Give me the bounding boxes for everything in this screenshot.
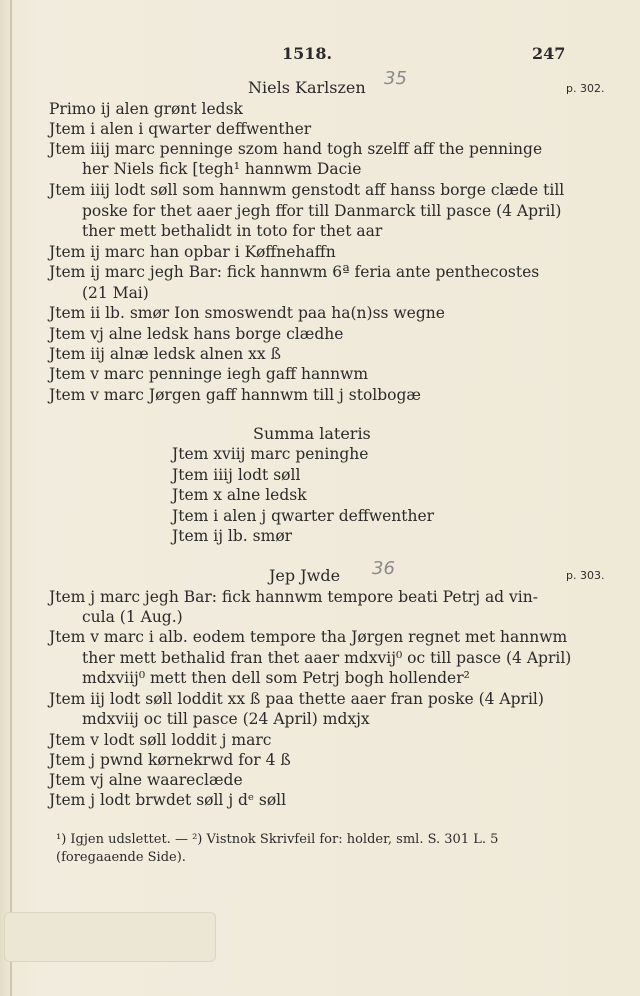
- entry-line: Jtem ij marc jegh Bar: fick hannwm 6ª feria ante penthecostes: [49, 263, 540, 281]
- binding-edge: [10, 0, 12, 996]
- summa-line: Jtem xviij marc peninghe: [172, 445, 369, 463]
- summa-line: Jtem ij lb. smør: [172, 527, 293, 545]
- page-number: 247: [532, 44, 566, 63]
- entry-line: Jtem v marc Jørgen gaff hannwm till j stolbogæ: [49, 386, 421, 404]
- entry-line: Jtem vj alne waareclæde: [49, 771, 243, 789]
- paper-stain: [4, 912, 216, 962]
- footnote-line: (foregaaende Side).: [56, 850, 186, 865]
- entry-line: Jtem j pwnd kørnekrwd for 4 ß: [49, 751, 291, 769]
- summa-line: Jtem x alne ledsk: [172, 486, 307, 504]
- summa-heading: Summa lateris: [253, 424, 371, 443]
- entry-line: Jtem iiij marc penninge szom hand togh szelff aff the penninge: [49, 140, 543, 158]
- footnote-line: ¹) Igjen udslettet. — ²) Vistnok Skrivfeil for: holder, sml. S. 301 L. 5: [56, 832, 499, 847]
- entry-line: cula (1 Aug.): [82, 608, 183, 626]
- entry-line: poske for thet aaer jegh ffor till Danmarck till pasce (4 April): [82, 202, 562, 220]
- entry-line: Jtem iiij lodt søll som hannwm genstodt aff hanss borge clæde till: [49, 181, 565, 199]
- entry-line: mdxviij oc till pasce (24 April) mdxjx: [82, 710, 370, 728]
- page-reference-303: p. 303.: [566, 569, 605, 582]
- pencil-annotation-36: 36: [372, 558, 395, 579]
- entry-line: mdxviij⁰ mett then dell som Petrj bogh hollender²: [82, 669, 470, 687]
- entry-line: Jtem vj alne ledsk hans borge clædhe: [49, 325, 344, 343]
- section-heading-jep-jwde: Jep Jwde: [269, 566, 341, 585]
- entry-line: her Niels fick [tegh¹ hannwm Dacie: [82, 160, 362, 178]
- running-header: [0, 44, 640, 66]
- entry-line: ther mett bethalidt in toto for thet aar: [82, 222, 383, 240]
- entry-line: ther mett bethalid fran thet aaer mdxvij⁰ oc till pasce (4 April): [82, 649, 572, 667]
- entry-line: (21 Mai): [82, 284, 149, 302]
- entry-line: Jtem ij marc han opbar i Køffnehaffn: [49, 243, 336, 261]
- entry-line: Jtem j marc jegh Bar: fick hannwm tempore beati Petrj ad vin-: [49, 588, 538, 606]
- pencil-annotation-35: 35: [384, 68, 407, 89]
- header-year: 1518.: [282, 44, 333, 63]
- entry-line: Jtem j lodt brwdet søll j dᵉ søll: [49, 791, 287, 809]
- summa-line: Jtem iiij lodt søll: [172, 466, 301, 484]
- entry-line: Jtem v marc i alb. eodem tempore tha Jørgen regnet met hannwm: [49, 628, 568, 646]
- entry-line: Jtem v lodt søll loddit j marc: [49, 731, 272, 749]
- section-heading-niels-karlszen: Niels Karlszen: [248, 78, 366, 97]
- entry-line: Jtem iij lodt søll loddit xx ß paa thette aaer fran poske (4 April): [49, 690, 544, 708]
- page-reference-302: p. 302.: [566, 82, 605, 95]
- entry-line: Jtem ii lb. smør Ion smoswendt paa ha(n)ss wegne: [49, 304, 445, 322]
- summa-line: Jtem i alen j qwarter deffwenther: [172, 507, 435, 525]
- entry-line: Primo ij alen grønt ledsk: [49, 100, 243, 118]
- entry-line: Jtem i alen i qwarter deffwenther: [49, 120, 312, 138]
- entry-line: Jtem v marc penninge iegh gaff hannwm: [49, 365, 369, 383]
- entry-line: Jtem iij alnæ ledsk alnen xx ß: [49, 345, 281, 363]
